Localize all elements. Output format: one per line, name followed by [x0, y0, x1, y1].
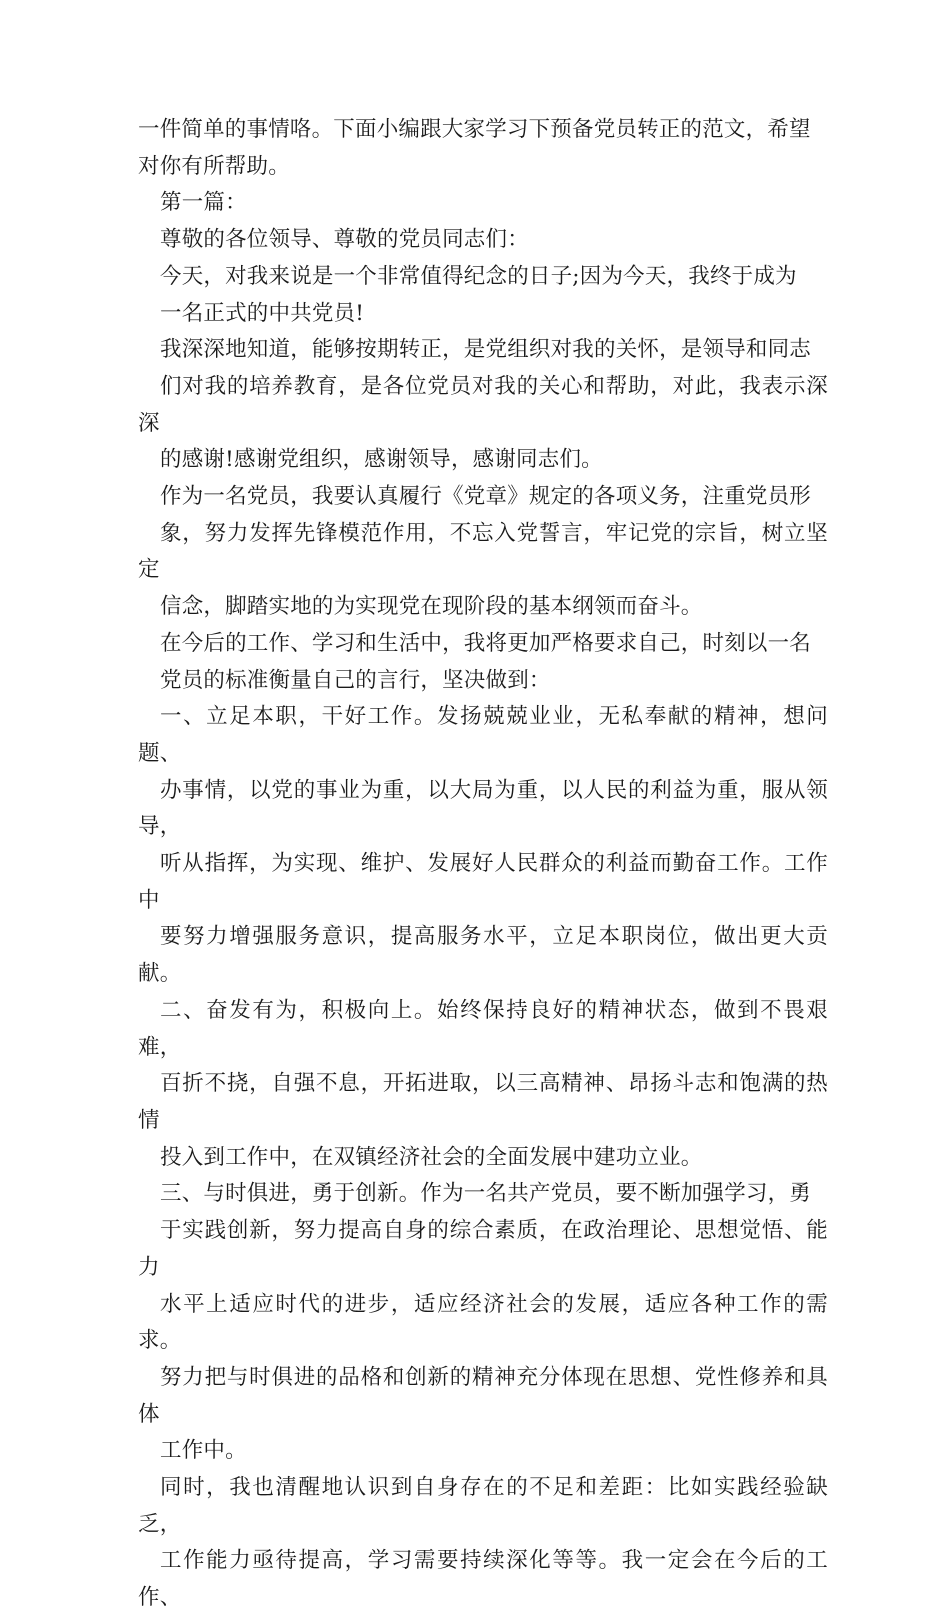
paragraph — [138, 1470, 828, 1617]
text-line: 要努力增强服务意识，提高服务水平，立足本职岗位，做出更大贡献。 — [138, 924, 828, 987]
paragraph — [138, 626, 828, 699]
text-line: 二、奋发有为，积极向上。始终保持良好的精神状态，做到不畏艰难， — [138, 997, 828, 1060]
text-line: 同时，我也清醒地认识到自身存在的不足和差距：比如实践经验缺乏， — [138, 1475, 828, 1537]
paragraph — [138, 185, 828, 222]
text-line: 三、与时俱进，勇于创新。作为一名共产党员，要不断加强学习，勇 — [160, 1181, 812, 1207]
text-line: 尊敬的各位领导、尊敬的党员同志们： — [160, 227, 529, 253]
text-line: 第一篇： — [160, 190, 247, 216]
text-line: 工作能力亟待提高，学习需要持续深化等等。我一定会在今后的工作、 — [138, 1548, 828, 1611]
text-line: 信念，脚踏实地的为实现党在现阶段的基本纲领而奋斗。 — [160, 594, 703, 620]
paragraph — [138, 222, 828, 259]
text-line: 们对我的培养教育，是各位党员对我的关心和帮助，对此，我表示深深 — [138, 373, 828, 436]
document-body — [138, 112, 828, 1617]
paragraph — [138, 259, 828, 332]
text-line: 我深深地知道，能够按期转正，是党组织对我的关怀，是领导和同志 — [160, 337, 812, 363]
text-line: 努力把与时俱进的品格和创新的精神充分体现在思想、党性修养和具体 — [138, 1364, 828, 1427]
text-line: 党员的标准衡量自己的言行，坚决做到： — [160, 667, 551, 693]
paragraph — [138, 699, 828, 993]
text-line: 象，努力发挥先锋模范作用，不忘入党誓言，牢记党的宗旨，树立坚定 — [138, 520, 828, 583]
text-line: 于实践创新，努力提高自身的综合素质，在政治理论、思想觉悟、能力 — [138, 1218, 828, 1280]
text-line: 水平上适应时代的进步，适应经济社会的发展，适应各种工作的需求。 — [138, 1291, 828, 1354]
paragraph — [138, 479, 828, 626]
text-line: 在今后的工作、学习和生活中，我将更加严格要求自己，时刻以一名 — [160, 630, 812, 656]
text-line: 工作中。 — [160, 1438, 247, 1464]
text-line: 一件简单的事情咯。下面小编跟大家学习下预备党员转正的范文，希望 — [138, 117, 811, 142]
text-line: 对你有所帮助。 — [138, 153, 290, 179]
text-line: 一名正式的中共党员! — [160, 300, 365, 326]
text-line: 今天，对我来说是一个非常值得纪念的日子;因为今天，我终于成为 — [160, 263, 797, 289]
paragraph — [138, 993, 828, 1177]
paragraph — [138, 332, 828, 479]
text-line: 办事情，以党的事业为重，以大局为重，以人民的利益为重，服从领导， — [138, 777, 828, 840]
text-line: 投入到工作中，在双镇经济社会的全面发展中建功立业。 — [160, 1144, 703, 1170]
text-line: 的感谢!感谢党组织，感谢领导，感谢同志们。 — [160, 447, 603, 473]
text-line: 百折不挠，自强不息，开拓进取，以三高精神、昂扬斗志和饱满的热情 — [138, 1071, 828, 1133]
text-line: 听从指挥，为实现、维护、发展好人民群众的利益而勤奋工作。工作中 — [138, 851, 828, 913]
text-line: 作为一名党员，我要认真履行《党章》规定的各项义务，注重党员形 — [160, 484, 812, 510]
paragraph — [138, 1176, 828, 1470]
paragraph — [138, 112, 828, 185]
text-line: 一、立足本职，干好工作。发扬兢兢业业，无私奉献的精神，想问题、 — [138, 704, 828, 766]
